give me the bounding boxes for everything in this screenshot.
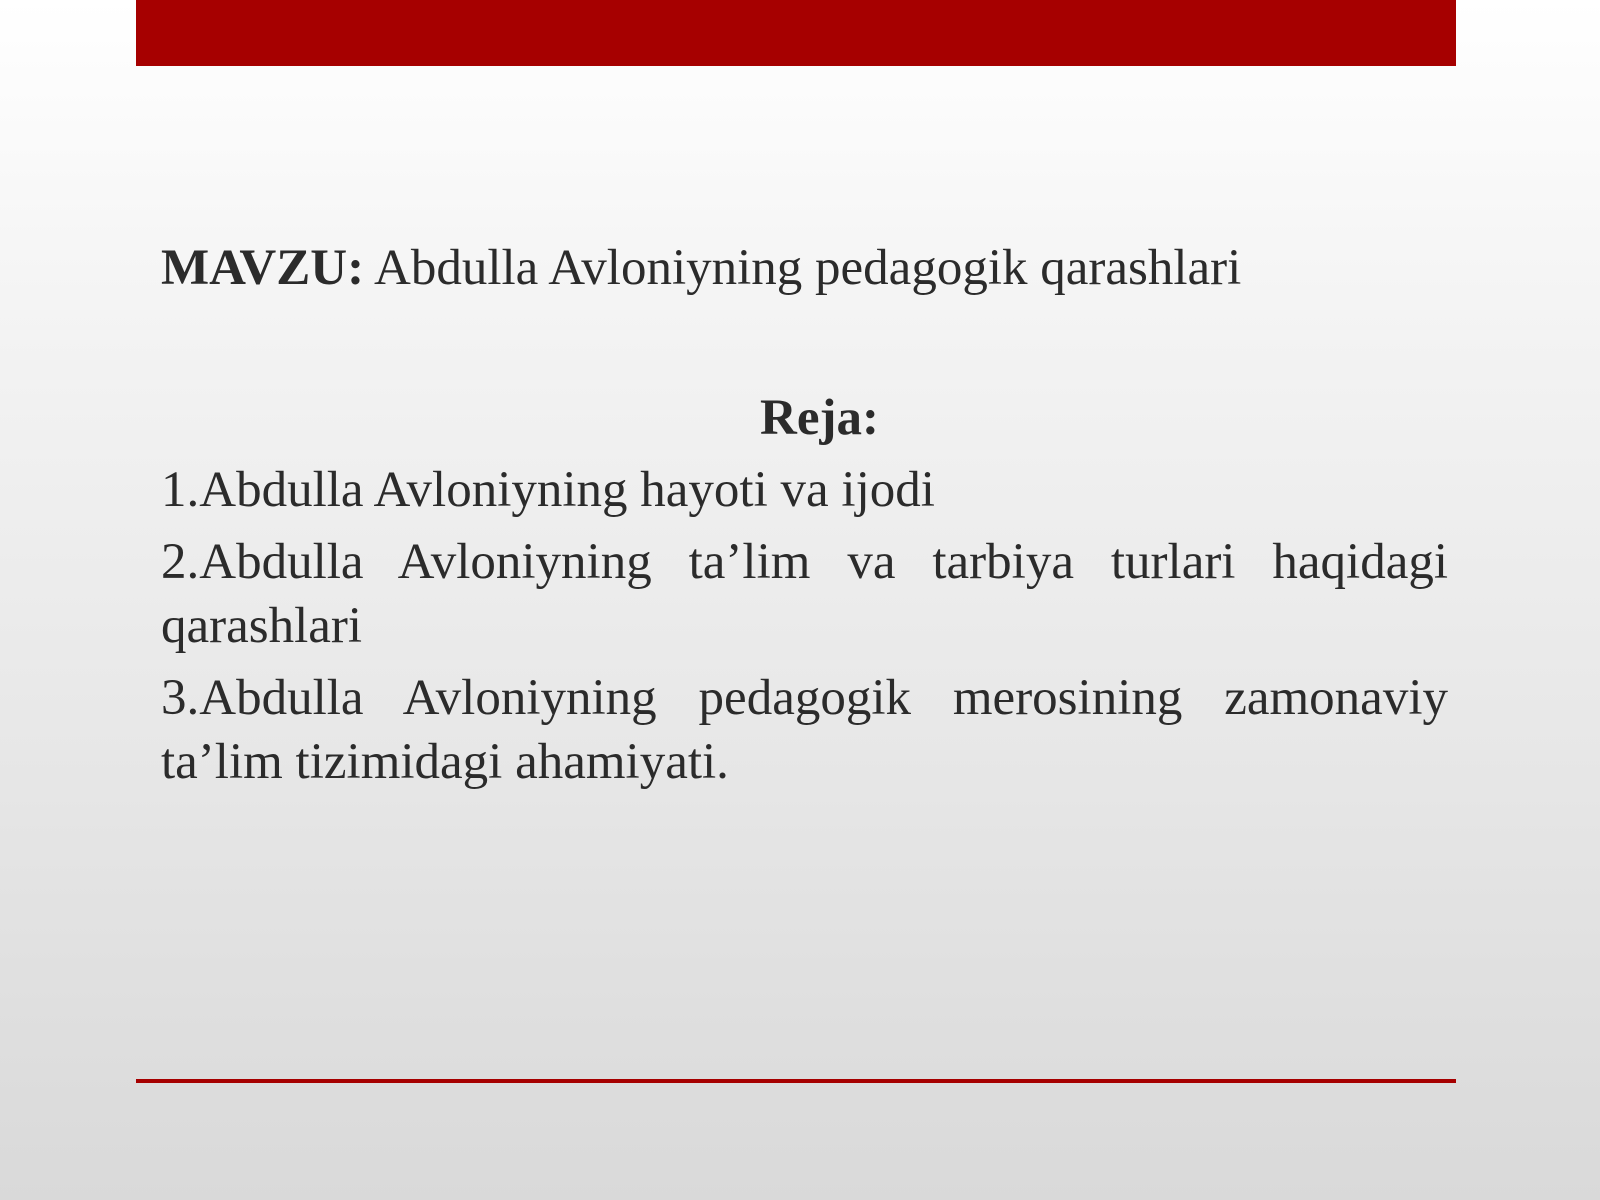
topic-line [161,236,1448,300]
topic-label: MAVZU: [161,240,365,296]
plan-item-1: 1.Abdulla Avloniyning hayoti va ijodi [161,462,935,518]
plan-item-2: 2.Abdulla Avloniyning ta’lim va tarbiya turlari haqidagi qarashlari [161,534,1448,654]
topic-text: Abdulla Avloniyning pedagogik qarashlari [374,240,1242,296]
bottom-accent-rule [136,1079,1456,1083]
slide-content [161,236,1448,802]
plan-heading: Reja: [760,390,879,446]
plan-item-3: 3.Abdulla Avloniyning pedagogik merosining zamonaviy ta’lim tizimidagi ahamiyati. [161,670,1448,790]
top-accent-bar [136,0,1456,66]
